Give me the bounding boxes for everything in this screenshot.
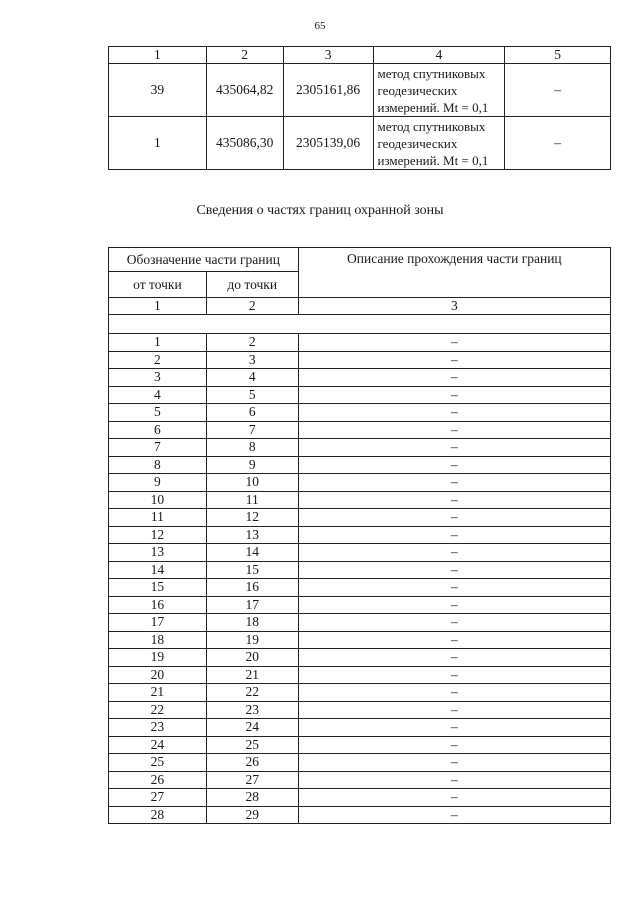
from-point: 26: [109, 771, 207, 789]
from-point: 25: [109, 754, 207, 772]
to-point: 17: [206, 596, 298, 614]
table-row: [109, 509, 611, 527]
part-description: –: [298, 579, 610, 597]
part-description: –: [298, 421, 610, 439]
column-number: 2: [206, 298, 298, 315]
to-point: 15: [206, 561, 298, 579]
to-point: 21: [206, 666, 298, 684]
from-point: 14: [109, 561, 207, 579]
part-description: –: [298, 684, 610, 702]
section-title: Сведения о частях границ охранной зоны: [196, 203, 444, 218]
to-point-header: до точки: [206, 272, 298, 298]
from-point: 23: [109, 719, 207, 737]
from-point: 28: [109, 806, 207, 824]
note: –: [505, 64, 611, 117]
to-point: 24: [206, 719, 298, 737]
table-row: [109, 421, 611, 439]
part-description: –: [298, 509, 610, 527]
table-row: [109, 806, 611, 824]
from-point: 4: [109, 386, 207, 404]
table-row: [109, 369, 611, 387]
coordinate-y: 2305139,06: [283, 117, 373, 170]
from-point: 16: [109, 596, 207, 614]
column-number: 4: [373, 47, 505, 64]
column-number: 3: [283, 47, 373, 64]
table-row: [109, 789, 611, 807]
to-point: 27: [206, 771, 298, 789]
to-point: 29: [206, 806, 298, 824]
to-point: 22: [206, 684, 298, 702]
boundary-parts-table: [108, 247, 611, 824]
to-point: 4: [206, 369, 298, 387]
to-point: 11: [206, 491, 298, 509]
table-row: [109, 614, 611, 632]
table-row: [109, 439, 611, 457]
from-point: 20: [109, 666, 207, 684]
to-point: 13: [206, 526, 298, 544]
to-point: 7: [206, 421, 298, 439]
table-row: [109, 666, 611, 684]
from-point: 19: [109, 649, 207, 667]
table-row: [109, 334, 611, 352]
part-description: –: [298, 649, 610, 667]
from-point: 24: [109, 736, 207, 754]
column-number: 1: [109, 298, 207, 315]
to-point: 23: [206, 701, 298, 719]
table-row: [109, 754, 611, 772]
table-row: [109, 596, 611, 614]
part-description: –: [298, 544, 610, 562]
to-point: 10: [206, 474, 298, 492]
method-line: метод спутниковых: [377, 118, 486, 134]
table-row: [109, 736, 611, 754]
to-point: 12: [206, 509, 298, 527]
part-description: –: [298, 369, 610, 387]
to-point: 9: [206, 456, 298, 474]
empty-cell: [109, 315, 611, 334]
to-point: 18: [206, 614, 298, 632]
part-description: –: [298, 666, 610, 684]
column-number: 1: [109, 47, 207, 64]
empty-row: [109, 315, 611, 334]
part-description: –: [298, 439, 610, 457]
table-row: [109, 117, 611, 170]
part-description: –: [298, 404, 610, 422]
point-number: 1: [109, 117, 207, 170]
to-point: 5: [206, 386, 298, 404]
from-point-header: от точки: [109, 272, 207, 298]
part-description: –: [298, 754, 610, 772]
part-description: –: [298, 736, 610, 754]
from-point: 15: [109, 579, 207, 597]
to-point: 25: [206, 736, 298, 754]
table-row: [109, 771, 611, 789]
from-point: 9: [109, 474, 207, 492]
measurement-method: [373, 64, 505, 117]
part-description: –: [298, 456, 610, 474]
part-description: –: [298, 474, 610, 492]
part-description: –: [298, 806, 610, 824]
coordinate-y: 2305161,86: [283, 64, 373, 117]
part-description: –: [298, 561, 610, 579]
table-row: [109, 561, 611, 579]
table-row: [109, 64, 611, 117]
description-header: Описание прохождения части границ: [298, 248, 610, 298]
from-point: 2: [109, 351, 207, 369]
note: –: [505, 117, 611, 170]
part-description: –: [298, 596, 610, 614]
table-row: [109, 351, 611, 369]
column-number: 2: [206, 47, 283, 64]
method-line: геодезических: [377, 135, 458, 151]
from-point: 18: [109, 631, 207, 649]
column-number: 5: [505, 47, 611, 64]
method-line: геодезических: [377, 82, 458, 98]
column-numbers-row: [109, 298, 611, 315]
method-line: метод спутниковых: [377, 65, 486, 81]
table-row: [109, 684, 611, 702]
part-description: –: [298, 631, 610, 649]
table-row: [109, 544, 611, 562]
method-line: измерений. Mt = 0,1: [377, 152, 489, 168]
part-description: –: [298, 386, 610, 404]
table-row: [109, 386, 611, 404]
column-number: 3: [298, 298, 610, 315]
part-description: –: [298, 351, 610, 369]
to-point: 14: [206, 544, 298, 562]
table-row: [109, 474, 611, 492]
part-description: –: [298, 334, 610, 352]
from-point: 17: [109, 614, 207, 632]
table-row: [109, 526, 611, 544]
designation-header: Обозначение части границ: [109, 248, 299, 272]
table-row: [109, 719, 611, 737]
part-description: –: [298, 771, 610, 789]
part-description: –: [298, 719, 610, 737]
coordinates-header-row: [109, 47, 611, 64]
page-number: 65: [314, 20, 326, 32]
table-row: [109, 579, 611, 597]
to-point: 16: [206, 579, 298, 597]
to-point: 6: [206, 404, 298, 422]
from-point: 13: [109, 544, 207, 562]
from-point: 11: [109, 509, 207, 527]
coordinate-x: 435086,30: [206, 117, 283, 170]
from-point: 8: [109, 456, 207, 474]
to-point: 2: [206, 334, 298, 352]
from-point: 1: [109, 334, 207, 352]
part-description: –: [298, 614, 610, 632]
to-point: 3: [206, 351, 298, 369]
table-row: [109, 649, 611, 667]
to-point: 8: [206, 439, 298, 457]
from-point: 21: [109, 684, 207, 702]
from-point: 5: [109, 404, 207, 422]
from-point: 3: [109, 369, 207, 387]
part-description: –: [298, 701, 610, 719]
part-description: –: [298, 526, 610, 544]
to-point: 28: [206, 789, 298, 807]
parts-header-row: [109, 248, 611, 272]
from-point: 7: [109, 439, 207, 457]
parts-rows: [109, 334, 611, 824]
coordinates-table: [108, 46, 611, 170]
to-point: 20: [206, 649, 298, 667]
to-point: 19: [206, 631, 298, 649]
table-row: [109, 456, 611, 474]
part-description: –: [298, 789, 610, 807]
from-point: 12: [109, 526, 207, 544]
table-row: [109, 491, 611, 509]
from-point: 27: [109, 789, 207, 807]
point-number: 39: [109, 64, 207, 117]
method-line: измерений. Mt = 0,1: [377, 99, 489, 115]
from-point: 6: [109, 421, 207, 439]
coordinate-x: 435064,82: [206, 64, 283, 117]
table-row: [109, 701, 611, 719]
from-point: 22: [109, 701, 207, 719]
table-row: [109, 631, 611, 649]
part-description: –: [298, 491, 610, 509]
table-row: [109, 404, 611, 422]
measurement-method: [373, 117, 505, 170]
to-point: 26: [206, 754, 298, 772]
from-point: 10: [109, 491, 207, 509]
